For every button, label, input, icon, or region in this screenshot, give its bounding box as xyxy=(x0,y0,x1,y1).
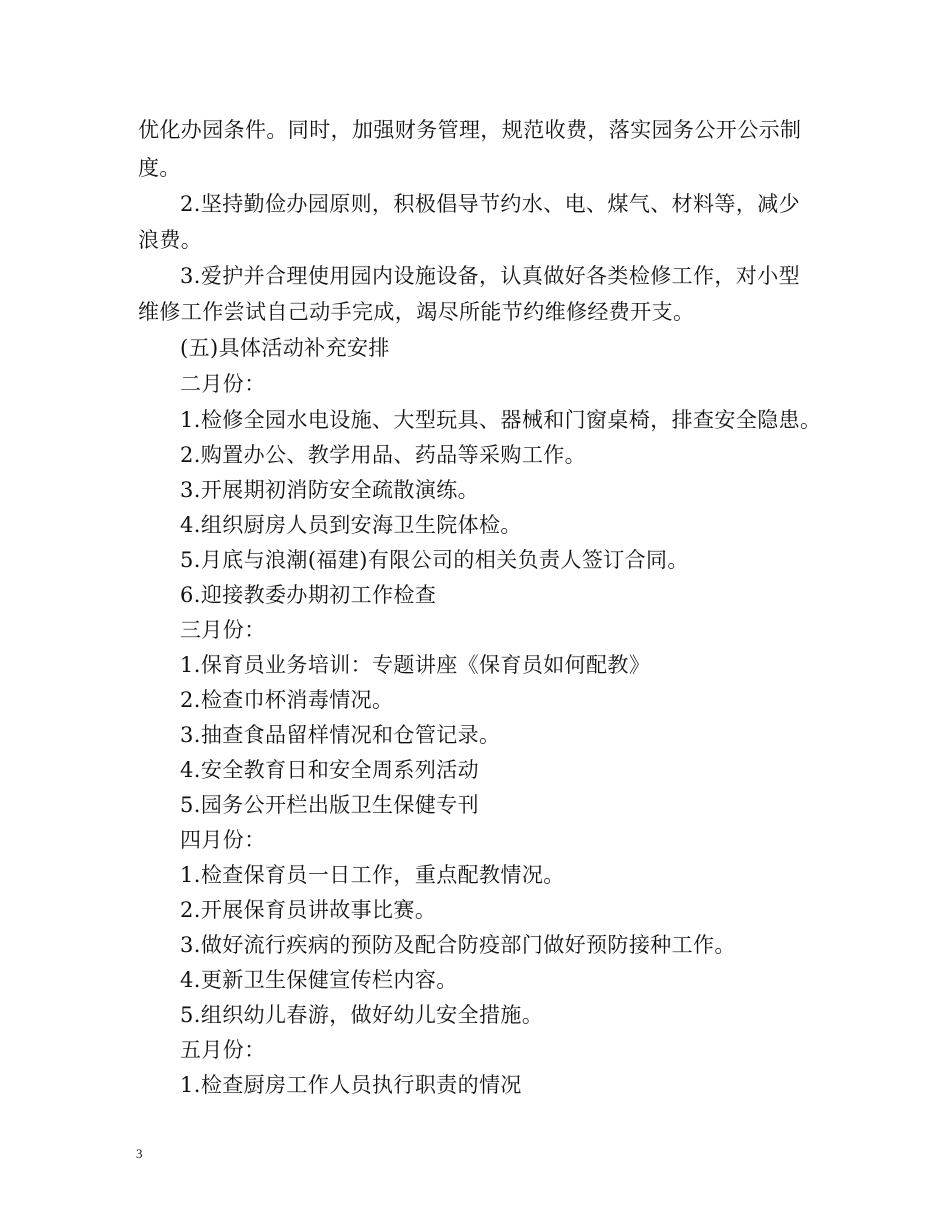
list-item: 3.抽查食品留样情况和仓管记录。 xyxy=(180,723,501,747)
text-line: 优化办园条件。同时，加强财务管理，规范收费，落实园务公开公示制 xyxy=(138,118,802,142)
list-item: 3.开展期初消防安全疏散演练。 xyxy=(180,478,480,502)
month-heading: 二月份： xyxy=(180,372,266,396)
list-item: 2.开展保育员讲故事比赛。 xyxy=(180,898,437,922)
text-line: 浪费。 xyxy=(138,228,203,252)
page-number: 3 xyxy=(136,1146,143,1161)
list-item: 4.更新卫生保健宣传栏内容。 xyxy=(180,968,458,992)
text-line: 维修工作尝试自己动手完成，竭尽所能节约维修经费开支。 xyxy=(138,300,695,324)
text-line: 2.坚持勤俭办园原则，积极倡导节约水、电、煤气、材料等，减少 xyxy=(180,192,801,216)
section-heading: (五)具体活动补充安排 xyxy=(180,336,390,360)
month-heading: 四月份： xyxy=(180,828,266,852)
list-item: 1.检修全园水电设施、大型玩具、器械和门窗桌椅，排查安全隐患。 xyxy=(180,408,822,432)
list-item: 1.保育员业务培训：专题讲座《保育员如何配教》 xyxy=(180,653,651,677)
text-line: 3.爱护并合理使用园内设施设备，认真做好各类检修工作，对小型 xyxy=(180,264,801,288)
list-item: 5.月底与浪潮(福建)有限公司的相关负责人签订合同。 xyxy=(180,548,689,572)
list-item: 5.园务公开栏出版卫生保健专刊 xyxy=(180,793,480,817)
list-item: 2.购置办公、教学用品、药品等采购工作。 xyxy=(180,443,587,467)
list-item: 4.安全教育日和安全周系列活动 xyxy=(180,758,480,782)
list-item: 5.组织幼儿春游，做好幼儿安全措施。 xyxy=(180,1003,544,1027)
text-line: 度。 xyxy=(138,156,181,180)
month-heading: 三月份： xyxy=(180,618,266,642)
month-heading: 五月份： xyxy=(180,1038,266,1062)
list-item: 1.检查厨房工作人员执行职责的情况 xyxy=(180,1073,522,1097)
list-item: 3.做好流行疾病的预防及配合防疫部门做好预防接种工作。 xyxy=(180,933,736,957)
list-item: 2.检查巾杯消毒情况。 xyxy=(180,688,394,712)
list-item: 1.检查保育员一日工作，重点配教情况。 xyxy=(180,863,565,887)
list-item: 4.组织厨房人员到安海卫生院体检。 xyxy=(180,513,522,537)
list-item: 6.迎接教委办期初工作检查 xyxy=(180,583,437,607)
